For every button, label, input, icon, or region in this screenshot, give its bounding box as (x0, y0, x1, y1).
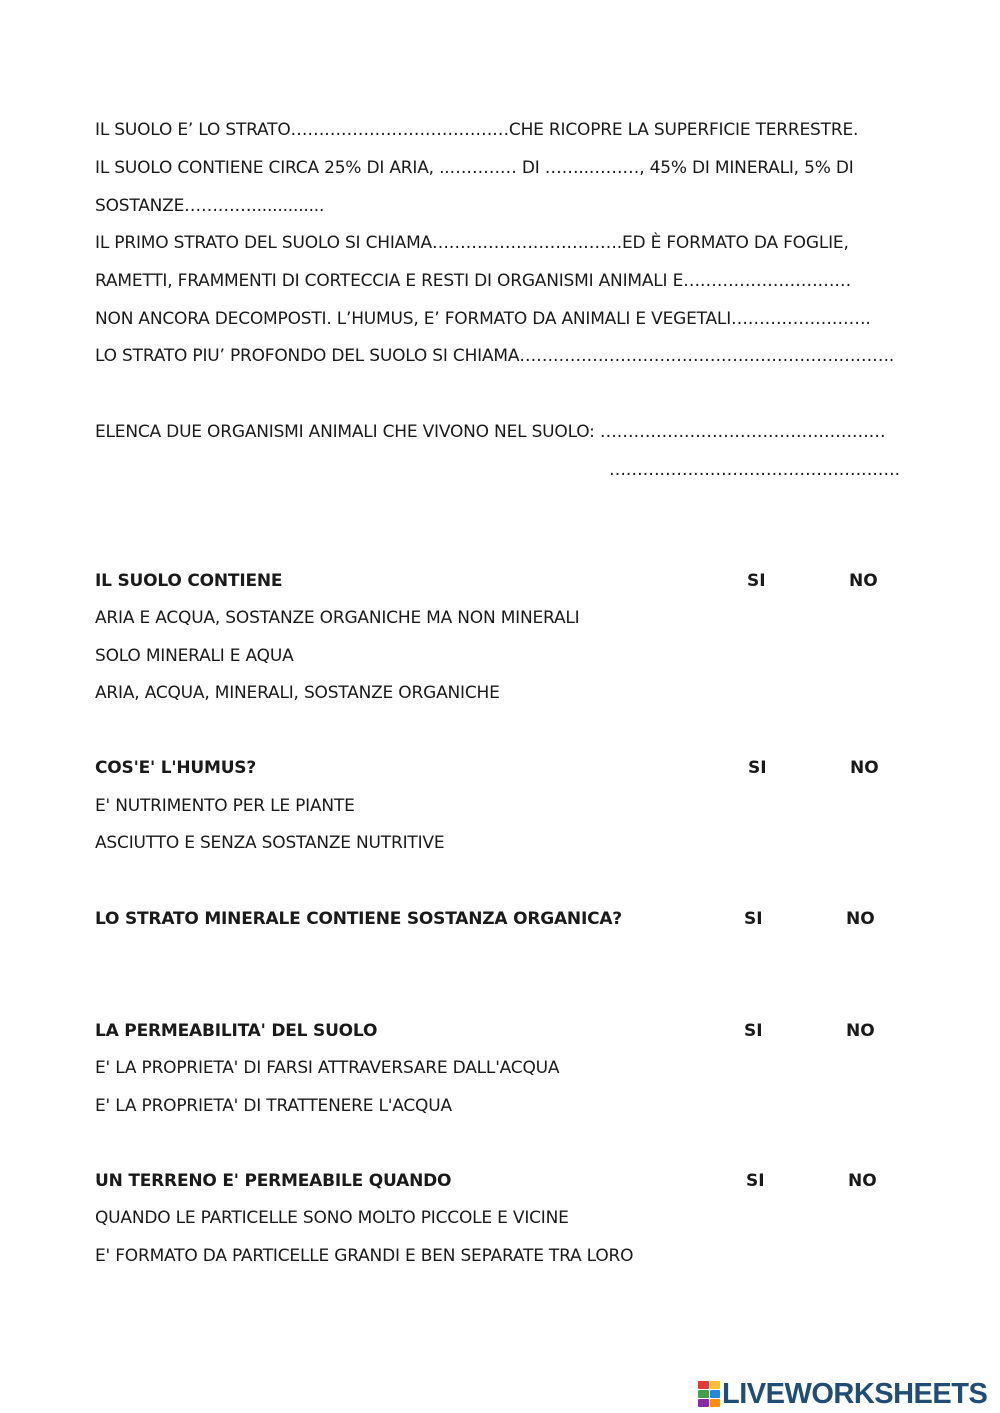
q1-no-label: NO (849, 571, 878, 591)
q5-yes-label: SI (746, 1171, 765, 1191)
q2-option-2: ASCIUTTO E SENZA SOSTANZE NUTRITIVE (95, 833, 445, 853)
q1-title: IL SUOLO CONTIENE (95, 571, 283, 591)
q1-option-1: ARIA E ACQUA, SOSTANZE ORGANICHE MA NON MINERALI (95, 608, 580, 628)
list-second-line: ……………………………………………. (609, 460, 900, 480)
q3-yes-label: SI (744, 909, 763, 929)
q2-yes-label: SI (748, 758, 767, 778)
q4-no-label: NO (846, 1021, 875, 1041)
fill-in-line-1: IL SUOLO E’ LO STRATO…………………………………CHE RICOPRE LA SUPERFICIE TERRESTRE. (95, 120, 859, 140)
fill-in-line-3: SOSTANZE………….............. (95, 196, 325, 216)
fill-in-line-5: RAMETTI, FRAMMENTI DI CORTECCIA E RESTI DI ORGANISMI ANIMALI E………………………… (95, 271, 852, 291)
q4-option-2: E' LA PROPRIETA' DI TRATTENERE L'ACQUA (95, 1096, 452, 1116)
q2-option-1: E' NUTRIMENTO PER LE PIANTE (95, 796, 355, 816)
q5-option-2: E' FORMATO DA PARTICELLE GRANDI E BEN SEPARATE TRA LORO (95, 1246, 634, 1266)
q3-title: LO STRATO MINERALE CONTIENE SOSTANZA ORGANICA? (95, 909, 622, 929)
q5-title: UN TERRENO E' PERMEABILE QUANDO (95, 1171, 452, 1191)
list-prompt: ELENCA DUE ORGANISMI ANIMALI CHE VIVONO NEL SUOLO: …………………………………………… (95, 422, 886, 442)
logo-text: LIVEWORKSHEETS (722, 1377, 988, 1410)
fill-in-line-4: IL PRIMO STRATO DEL SUOLO SI CHIAMA…………………………….ED È FORMATO DA FOGLIE, (95, 233, 849, 253)
q3-no-label: NO (846, 909, 875, 929)
q1-option-3: ARIA, ACQUA, MINERALI, SOSTANZE ORGANICHE (95, 683, 500, 703)
fill-in-line-6: NON ANCORA DECOMPOSTI. L’HUMUS, E’ FORMATO DA ANIMALI E VEGETALI……………………. (95, 309, 871, 329)
q5-no-label: NO (848, 1171, 877, 1191)
q4-yes-label: SI (744, 1021, 763, 1041)
fill-in-line-2: IL SUOLO CONTIENE CIRCA 25% DI ARIA, ..………… DI ……..………, 45% DI MINERALI, 5% DI (95, 158, 854, 178)
q4-option-1: E' LA PROPRIETA' DI FARSI ATTRAVERSARE DALL'ACQUA (95, 1058, 560, 1078)
q1-option-2: SOLO MINERALI E AQUA (95, 646, 294, 666)
liveworksheets-logo (698, 1378, 987, 1410)
q4-title: LA PERMEABILITA' DEL SUOLO (95, 1021, 378, 1041)
fill-in-line-7: LO STRATO PIU’ PROFONDO DEL SUOLO SI CHIAMA…………………………………………………………. (95, 346, 895, 366)
q1-yes-label: SI (747, 571, 766, 591)
q2-title: COS'E' L'HUMUS? (95, 758, 257, 778)
q5-option-1: QUANDO LE PARTICELLE SONO MOLTO PICCOLE E VICINE (95, 1208, 569, 1228)
q2-no-label: NO (850, 758, 879, 778)
liveworksheets-icon (698, 1381, 720, 1407)
